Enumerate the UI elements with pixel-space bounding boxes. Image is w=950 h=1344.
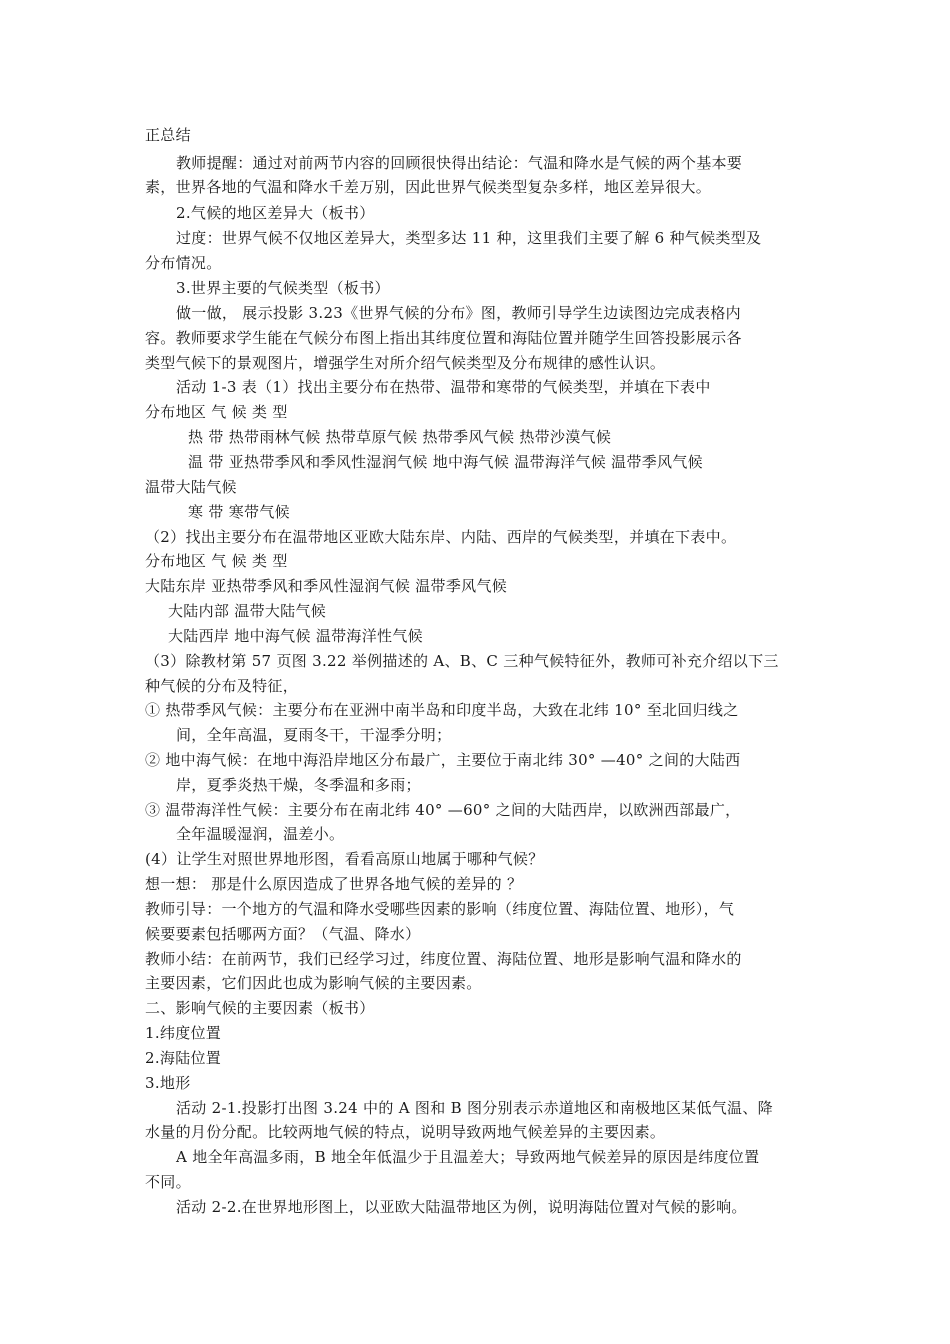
text-line: 全年温暖湿润，温差小。: [176, 825, 345, 843]
text-line: 2.海陆位置: [145, 1049, 222, 1067]
text-line: 间，全年高温，夏雨冬干，干湿季分明；: [176, 726, 452, 744]
text-line: 不同。: [145, 1173, 191, 1191]
text-line: 水量的月份分配。比较两地气候的特点，说明导致两地气候差异的主要因素。: [145, 1123, 666, 1141]
text-line: 活动 2-2.在世界地形图上，以亚欧大陆温带地区为例，说明海陆位置对气候的影响。: [176, 1198, 747, 1216]
text-line: 过度：世界气候不仅地区差异大，类型多达 11 种，这里我们主要了解 6 种气候类型及: [176, 229, 762, 247]
text-line: 二、影响气候的主要因素（板书）: [145, 999, 375, 1017]
text-line: 素，世界各地的气温和降水千差万别，因此世界气候类型复杂多样，地区差异很大。: [145, 178, 712, 196]
text-line: 大陆内部 温带大陆气候: [168, 602, 327, 620]
text-line: 容。教师要求学生能在气候分布图上指出其纬度位置和海陆位置并随学生回答投影展示各: [145, 329, 742, 347]
text-line: A 地全年高温多雨，B 地全年低温少于且温差大；导致两地气候差异的原因是纬度位置: [176, 1148, 760, 1166]
text-line: 热 带 热带雨林气候 热带草原气候 热带季风气候 热带沙漠气候: [188, 428, 612, 446]
text-line: 岸，夏季炎热干燥，冬季温和多雨；: [176, 776, 421, 794]
text-line: 温带大陆气候: [145, 478, 237, 496]
text-line: 3.地形: [145, 1074, 191, 1092]
text-line: ③ 温带海洋性气候：主要分布在南北纬 40° —60° 之间的大陆西岸，以欧洲西部最广，: [145, 801, 741, 819]
text-line: ② 地中海气候：在地中海沿岸地区分布最广，主要位于南北纬 30° —40° 之间的大陆西: [145, 751, 741, 769]
text-line: 大陆东岸 亚热带季风和季风性湿润气候 温带季风气候: [145, 577, 508, 595]
text-line: 候要要素包括哪两方面？（气温、降水）: [145, 925, 421, 943]
text-line: 教师引导：一个地方的气温和降水受哪些因素的影响（纬度位置、海陆位置、地形），气: [145, 900, 735, 918]
text-line: 2.气候的地区差异大（板书）: [176, 204, 375, 222]
text-line: 类型气候下的景观图片，增强学生对所介绍气候类型及分布规律的感性认识。: [145, 354, 666, 372]
text-line: 做一做， 展示投影 3.23《世界气候的分布》图，教师引导学生边读图边完成表格内: [176, 304, 741, 322]
text-line: 正总结: [145, 126, 191, 144]
text-line: 主要因素，它们因此也成为影响气候的主要因素。: [145, 974, 482, 992]
text-line: （2）找出主要分布在温带地区亚欧大陆东岸、内陆、西岸的气候类型，并填在下表中。: [145, 528, 737, 546]
text-line: 大陆西岸 地中海气候 温带海洋性气候: [168, 627, 423, 645]
text-line: 活动 2-1.投影打出图 3.24 中的 A 图和 B 图分别表示赤道地区和南极地区某低气温、降: [176, 1099, 773, 1117]
text-line: 1.纬度位置: [145, 1024, 222, 1042]
text-line: 温 带 亚热带季风和季风性湿润气候 地中海气候 温带海洋气候 温带季风气候: [188, 453, 703, 471]
text-line: 分布地区 气 候 类 型: [145, 403, 288, 421]
text-line: 3.世界主要的气候类型（板书）: [176, 279, 390, 297]
text-line: （3）除教材第 57 页图 3.22 举例描述的 A、B、C 三种气候特征外，教师可补充介绍以下三: [145, 652, 779, 670]
text-line: 教师小结：在前两节，我们已经学习过，纬度位置、海陆位置、地形是影响气温和降水的: [145, 950, 742, 968]
text-line: (4）让学生对照世界地形图，看看高原山地属于哪种气候？: [145, 850, 544, 868]
text-line: 分布地区 气 候 类 型: [145, 552, 288, 570]
text-line: 分布情况。: [145, 254, 222, 272]
text-line: 教师提醒：通过对前两节内容的回顾很快得出结论：气温和降水是气候的两个基本要: [176, 154, 743, 172]
text-line: 种气候的分布及特征，: [145, 677, 299, 695]
text-line: 活动 1-3 表（1）找出主要分布在热带、温带和寒带的气候类型，并填在下表中: [176, 378, 711, 396]
text-line: 想一想： 那是什么原因造成了世界各地气候的差异的 ？: [145, 875, 523, 893]
text-line: 寒 带 寒带气候: [188, 503, 290, 521]
text-line: ① 热带季风气候：主要分布在亚洲中南半岛和印度半岛，大致在北纬 10° 至北回归线之: [145, 701, 739, 719]
